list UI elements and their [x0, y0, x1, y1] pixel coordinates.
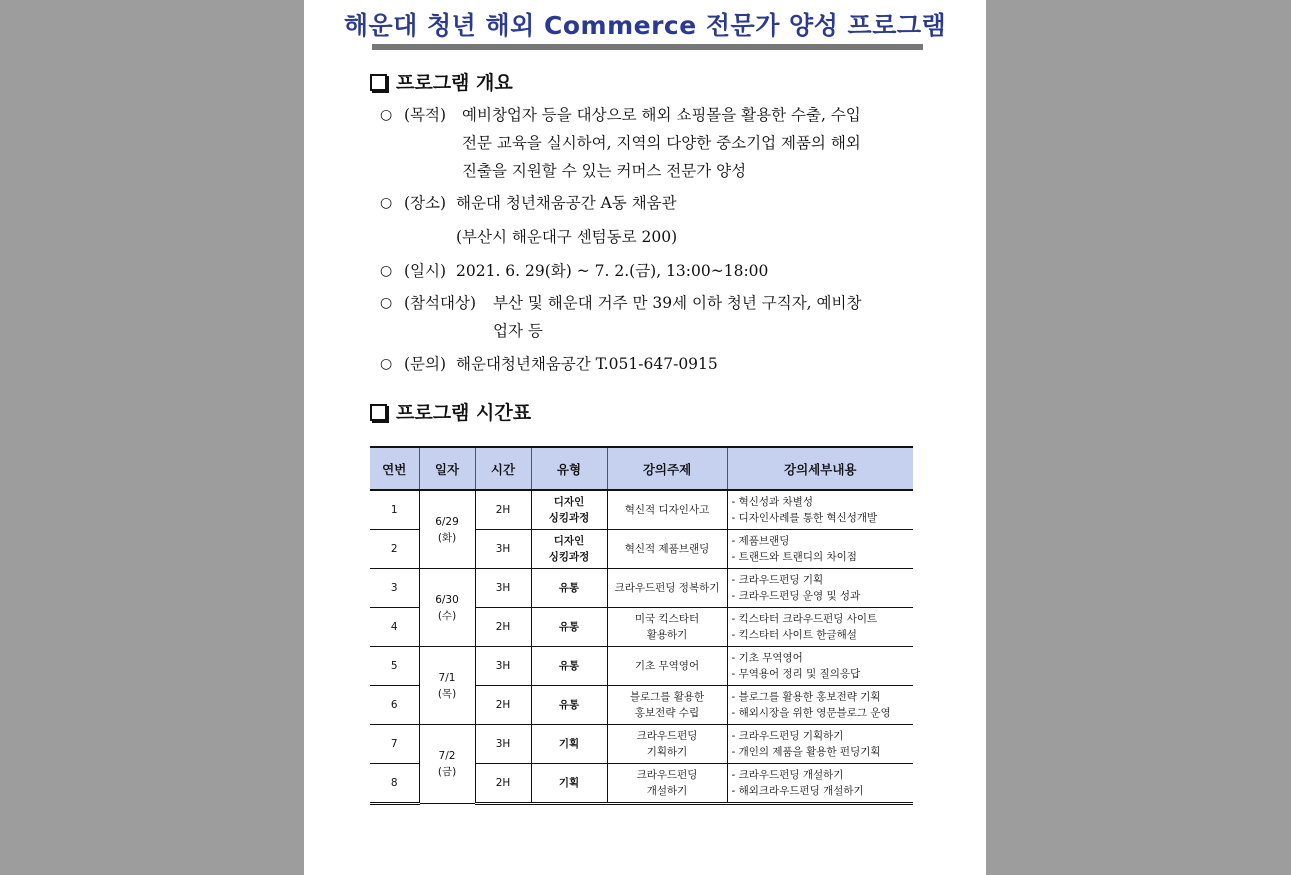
detail-line: - 크라우드펀딩 운영 및 성과	[731, 590, 861, 602]
checkbox-square-icon	[370, 404, 387, 421]
overview-item-contact	[380, 350, 925, 378]
item-label: (문의)	[404, 355, 447, 373]
detail-line: - 킥스타터 사이트 한글해설	[731, 629, 857, 641]
item-label: (일시)	[404, 262, 447, 280]
overview-item-purpose	[380, 101, 925, 185]
type-cell: 디자인 싱킹과정	[531, 530, 607, 569]
document-page	[304, 0, 986, 875]
detail-line: - 무역용어 정리 및 질의응답	[731, 668, 861, 680]
detail-line: - 크라우드펀딩 기획하기	[731, 730, 844, 742]
overview-item-datetime	[380, 257, 925, 285]
type-cell: 유통	[531, 647, 607, 686]
table-header-row	[370, 447, 913, 490]
row-number-cell: 2	[370, 530, 419, 569]
time-cell: 2H	[475, 490, 531, 530]
column-header: 시간	[475, 447, 531, 490]
item-text	[462, 101, 925, 185]
column-header: 강의세부내용	[727, 447, 913, 490]
type-cell: 디자인 싱킹과정	[531, 490, 607, 530]
item-label: (참석대상)	[404, 294, 476, 312]
detail-line: - 혁신성과 차별성	[731, 496, 813, 508]
detail-line: - 트랜드와 트랜디의 차이점	[731, 551, 857, 563]
column-header: 유형	[531, 447, 607, 490]
table-row	[370, 569, 913, 608]
time-cell: 2H	[475, 686, 531, 725]
date-text: 7/2	[438, 750, 456, 762]
topic-cell: 미국 킥스타터 활용하기	[607, 608, 727, 647]
detail-line: - 해외시장을 위한 영문블로그 운영	[731, 707, 891, 719]
time-cell: 2H	[475, 764, 531, 804]
type-cell: 유통	[531, 686, 607, 725]
bullet-circle-icon: ○	[380, 295, 393, 311]
row-number-cell: 8	[370, 764, 419, 804]
detail-line: - 크라우드펀딩 개설하기	[731, 769, 844, 781]
detail-line: - 제품브랜딩	[731, 535, 790, 547]
item-text	[456, 257, 925, 285]
table-row	[370, 647, 913, 686]
bullet-circle-icon: ○	[380, 195, 393, 211]
time-cell: 2H	[475, 608, 531, 647]
text-line: 전문 교육을 실시하여, 지역의 다양한 중소기업 제품의 해외	[462, 134, 861, 152]
detail-line: - 블로그를 활용한 홍보전략 기획	[731, 691, 881, 703]
row-number-cell: 6	[370, 686, 419, 725]
item-text	[456, 189, 925, 251]
row-number-cell: 3	[370, 569, 419, 608]
column-header: 일자	[419, 447, 475, 490]
details-cell	[727, 764, 913, 804]
row-number-cell: 5	[370, 647, 419, 686]
topic-cell: 크라우드펀딩 개설하기	[607, 764, 727, 804]
table-body	[370, 490, 913, 804]
table-row	[370, 725, 913, 764]
overview-heading	[370, 68, 513, 95]
table-row	[370, 490, 913, 530]
details-cell	[727, 647, 913, 686]
text-line: 부산 및 해운대 거주 만 39세 이하 청년 구직자, 예비창	[493, 294, 862, 312]
item-text	[493, 289, 925, 345]
details-cell	[727, 686, 913, 725]
details-cell	[727, 725, 913, 764]
day-text: (화)	[437, 531, 457, 544]
column-header: 연번	[370, 447, 419, 490]
type-cell: 유통	[531, 569, 607, 608]
detail-line: - 킥스타터 크라우드펀딩 사이트	[731, 613, 878, 625]
type-cell: 기획	[531, 764, 607, 804]
column-header: 강의주제	[607, 447, 727, 490]
date-cell	[419, 569, 475, 647]
date-text: 7/1	[438, 671, 456, 684]
details-cell	[727, 530, 913, 569]
topic-cell: 혁신적 디자인사고	[607, 490, 727, 530]
detail-line: - 디자인사례를 통한 혁신성개발	[731, 512, 878, 524]
topic-cell: 크라우드펀딩 정복하기	[607, 569, 727, 608]
item-text	[456, 350, 925, 378]
text-line: 해운대 청년채움공간 A동 채움관	[456, 194, 677, 212]
text-line: 업자 등	[493, 322, 543, 340]
detail-line: - 기초 무역영어	[731, 652, 803, 664]
row-number-cell: 1	[370, 490, 419, 530]
text-line: (부산시 해운대구 센텀동로 200)	[456, 228, 678, 246]
date-cell	[419, 490, 475, 569]
detail-line: - 개인의 제품을 활용한 펀딩기획	[731, 746, 881, 758]
overview-item-place	[380, 189, 925, 251]
date-text: 6/30	[435, 593, 459, 606]
overview-item-target	[380, 289, 925, 345]
time-cell: 3H	[475, 725, 531, 764]
schedule-heading	[370, 398, 531, 425]
day-text: (수)	[437, 609, 457, 622]
text-line: 예비창업자 등을 대상으로 해외 쇼핑몰을 활용한 수출, 수입	[462, 106, 861, 124]
row-number-cell: 7	[370, 725, 419, 764]
type-cell: 기획	[531, 725, 607, 764]
topic-cell: 크라우드펀딩 기획하기	[607, 725, 727, 764]
bullet-circle-icon: ○	[380, 107, 393, 123]
date-text: 6/29	[435, 515, 459, 528]
date-cell	[419, 647, 475, 725]
schedule-heading-text: 프로그램 시간표	[396, 402, 532, 424]
title-underline	[372, 44, 923, 50]
time-cell: 3H	[475, 530, 531, 569]
bullet-circle-icon: ○	[380, 356, 393, 372]
details-cell	[727, 490, 913, 530]
document-title: 해운대 청년 해외 Commerce 전문가 양성 프로그램	[343, 11, 947, 40]
item-label: (장소)	[404, 194, 447, 212]
detail-line: - 해외크라우드펀딩 개설하기	[731, 785, 864, 797]
item-label: (목적)	[404, 106, 447, 124]
text-line: 진출을 지원할 수 있는 커머스 전문가 양성	[462, 162, 747, 180]
day-text: (목)	[437, 687, 457, 700]
checkbox-square-icon	[370, 74, 387, 91]
topic-cell: 블로그를 활용한 홍보전략 수립	[607, 686, 727, 725]
time-cell: 3H	[475, 647, 531, 686]
date-cell	[419, 725, 475, 804]
day-text: (금)	[437, 766, 457, 778]
overview-heading-text: 프로그램 개요	[396, 72, 513, 94]
type-cell: 유통	[531, 608, 607, 647]
topic-cell: 기초 무역영어	[607, 647, 727, 686]
details-cell	[727, 569, 913, 608]
text-line: 해운대청년채움공간 T.051-647-0915	[456, 355, 718, 373]
topic-cell: 혁신적 제품브랜딩	[607, 530, 727, 569]
schedule-table	[370, 446, 913, 805]
details-cell	[727, 608, 913, 647]
row-number-cell: 4	[370, 608, 419, 647]
text-line: 2021. 6. 29(화) ~ 7. 2.(금), 13:00~18:00	[456, 262, 769, 280]
bullet-circle-icon: ○	[380, 263, 393, 279]
detail-line: - 크라우드펀딩 기획	[731, 574, 824, 586]
time-cell: 3H	[475, 569, 531, 608]
